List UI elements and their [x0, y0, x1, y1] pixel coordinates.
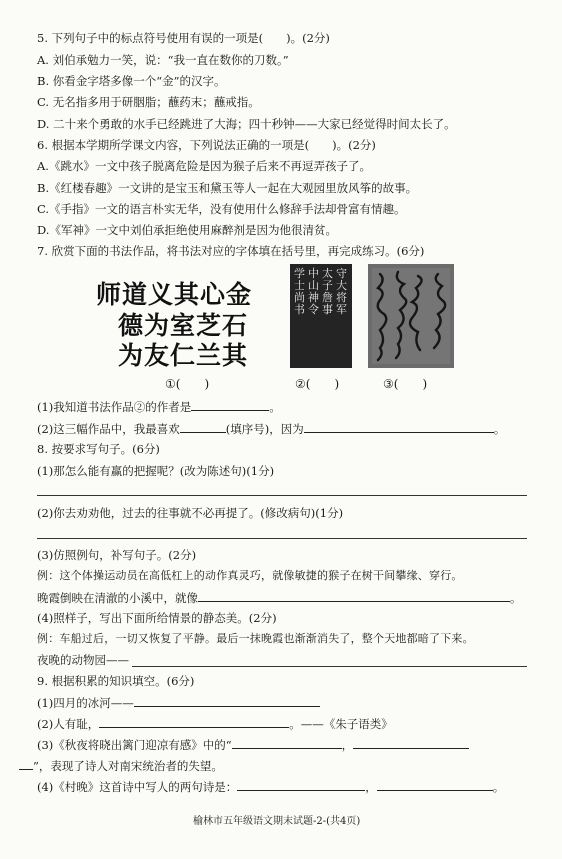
- q7-sub2-reason-blank[interactable]: [304, 421, 494, 433]
- q6-stem: 6. 根据本学期所学课文内容，下列说法正确的一项是( )。(2分): [37, 138, 376, 152]
- rubbing-column-3: 太子詹事: [322, 267, 333, 316]
- q9-sub3-text: (3)《秋夜将晓出篱门迎凉有感》中的“: [37, 738, 232, 752]
- q7-sub2-because: (填序号)，因为: [225, 422, 304, 436]
- q6-option-d: D.《军神》一文中刘伯承拒绝使用麻醉剂是因为他很清贫。: [37, 223, 337, 237]
- q7-sub2-text: (2)这三幅作品中，我最喜欢: [37, 422, 180, 436]
- q8-sub4: (4)照样子，写出下面所给情景的静态美。(2分): [37, 611, 277, 625]
- q8-sub2-answer-line[interactable]: [37, 538, 527, 539]
- q9-sub1-blank[interactable]: [134, 695, 320, 707]
- calligraphy-row-3: 为友仁兰其: [118, 341, 249, 370]
- rubbing-column-1: 学士尚书: [294, 267, 305, 316]
- q9-sub4-blank-1[interactable]: [237, 779, 365, 791]
- q9-sub1-text: (1)四月的冰河——: [37, 696, 134, 710]
- q8-sub3-prompt: 晚霞倒映在清澈的小溪中，就像: [37, 591, 198, 605]
- work-3-answer-bracket[interactable]: ③( ): [383, 377, 428, 391]
- q8-sub4-prompt: 夜晚的动物园——: [37, 653, 129, 667]
- cursive-script-strokes: [368, 264, 454, 368]
- calligraphy-work-2-rubbing: [290, 264, 352, 368]
- q7-sub2-choice-blank[interactable]: [180, 421, 226, 433]
- calligraphy-row-1: 师道义其心金: [96, 280, 253, 309]
- q9-sub2: [37, 716, 393, 731]
- q9-sub1: [37, 695, 320, 710]
- q6-option-b: B.《红楼春趣》一文讲的是宝玉和黛玉等人一起在大观园里放风筝的故事。: [37, 181, 418, 195]
- q9-sub4-comma: ，: [365, 780, 377, 794]
- q9-sub3-blank-2[interactable]: [353, 737, 469, 749]
- q7-sub1-end: 。: [269, 400, 281, 414]
- q9-sub3-continued: [19, 758, 223, 773]
- q9-sub3-tail: ”，表现了诗人对南宋统治者的失望。: [33, 759, 223, 773]
- q5-option-d: D. 二十来个勇敢的水手已经跳进了大海；四十秒钟——大家已经觉得时间太长了。: [37, 117, 456, 131]
- q5-stem: 5. 下列句子中的标点符号使用有误的一项是( )。(2分): [37, 31, 330, 45]
- q9-sub2-source: 。——《朱子语类》: [289, 717, 393, 731]
- q9-sub2-blank[interactable]: [99, 716, 289, 728]
- q8-stem: 8. 按要求写句子。(6分): [37, 442, 160, 456]
- q9-sub3: [37, 737, 469, 752]
- calligraphy-row-2: 德为室芝石: [118, 311, 249, 340]
- q9-sub3-blank-1[interactable]: [232, 737, 342, 749]
- q5-option-c: C. 无名指多用于研胭脂；蘸药末；蘸戒指。: [37, 95, 260, 109]
- q8-sub4-example: 例：车船过后，一切又恢复了平静。最后一抹晚霞也渐渐消失了，整个天地都暗了下来。: [37, 632, 474, 645]
- q9-stem: 9. 根据积累的知识填空。(6分): [37, 674, 195, 688]
- work-2-answer-bracket[interactable]: ②( ): [295, 377, 340, 391]
- q7-stem: 7. 欣赏下面的书法作品，将书法对应的字体填在括号里，再完成练习。(6分): [37, 244, 425, 258]
- q7-sub1: [37, 399, 281, 414]
- calligraphy-work-3-cursive: [368, 264, 454, 368]
- q9-sub4-blank-2[interactable]: [377, 779, 493, 791]
- q8-sub3: (3)仿照例句，补写句子。(2分): [37, 548, 197, 562]
- q8-sub3-question: [37, 590, 522, 605]
- q7-sub2-end: 。: [493, 422, 506, 436]
- q8-sub4-answer-line[interactable]: [132, 666, 527, 667]
- q5-option-a: A. 刘伯承勉力一笑，说：“我一直在数你的刀数。”: [37, 53, 289, 67]
- q9-sub4: [37, 779, 504, 794]
- q8-sub3-example: 例：这个体操运动员在高低杠上的动作真灵巧，就像敏捷的猴子在树干间攀缘、穿行。: [37, 569, 463, 582]
- q7-sub1-text: (1)我知道书法作品②的作者是: [37, 400, 192, 414]
- page-footer: 榆林市五年级语文期末试题-2-(共4页): [193, 816, 361, 827]
- work-1-answer-bracket[interactable]: ①( ): [165, 377, 210, 391]
- q9-sub3-comma: ，: [341, 738, 354, 752]
- q7-sub1-blank[interactable]: [191, 399, 269, 411]
- q8-sub3-blank[interactable]: [198, 590, 510, 602]
- q7-sub2: [37, 421, 505, 436]
- q6-option-c: C.《手指》一文的语言朴实无华，没有使用什么修辞手法却骨富有情趣。: [37, 202, 406, 216]
- q8-sub1: (1)那怎么能有赢的把握呢？(改为陈述句)(1分): [37, 464, 275, 478]
- q9-sub3-blank-2-cont[interactable]: [19, 758, 33, 770]
- q9-sub2-text: (2)人有耻，: [37, 717, 100, 731]
- rubbing-column-4: 守大将军: [336, 267, 347, 316]
- q8-sub1-answer-line[interactable]: [37, 495, 527, 496]
- q5-option-b: B. 你看金字塔多像一个“金”的汉字。: [37, 74, 226, 88]
- rubbing-column-2: 中山神令: [308, 267, 319, 316]
- q9-sub4-end: 。: [492, 780, 505, 794]
- q6-option-a: A.《跳水》一文中孩子脱离危险是因为猴子后来不再逗弄孩子了。: [37, 159, 371, 173]
- q8-sub2: (2)你去劝劝他，过去的往事就不必再提了。(修改病句)(1分): [37, 506, 344, 520]
- q8-sub3-end: 。: [510, 591, 522, 605]
- q9-sub4-text: (4)《村晚》这首诗中写人的两句诗是：: [37, 780, 238, 794]
